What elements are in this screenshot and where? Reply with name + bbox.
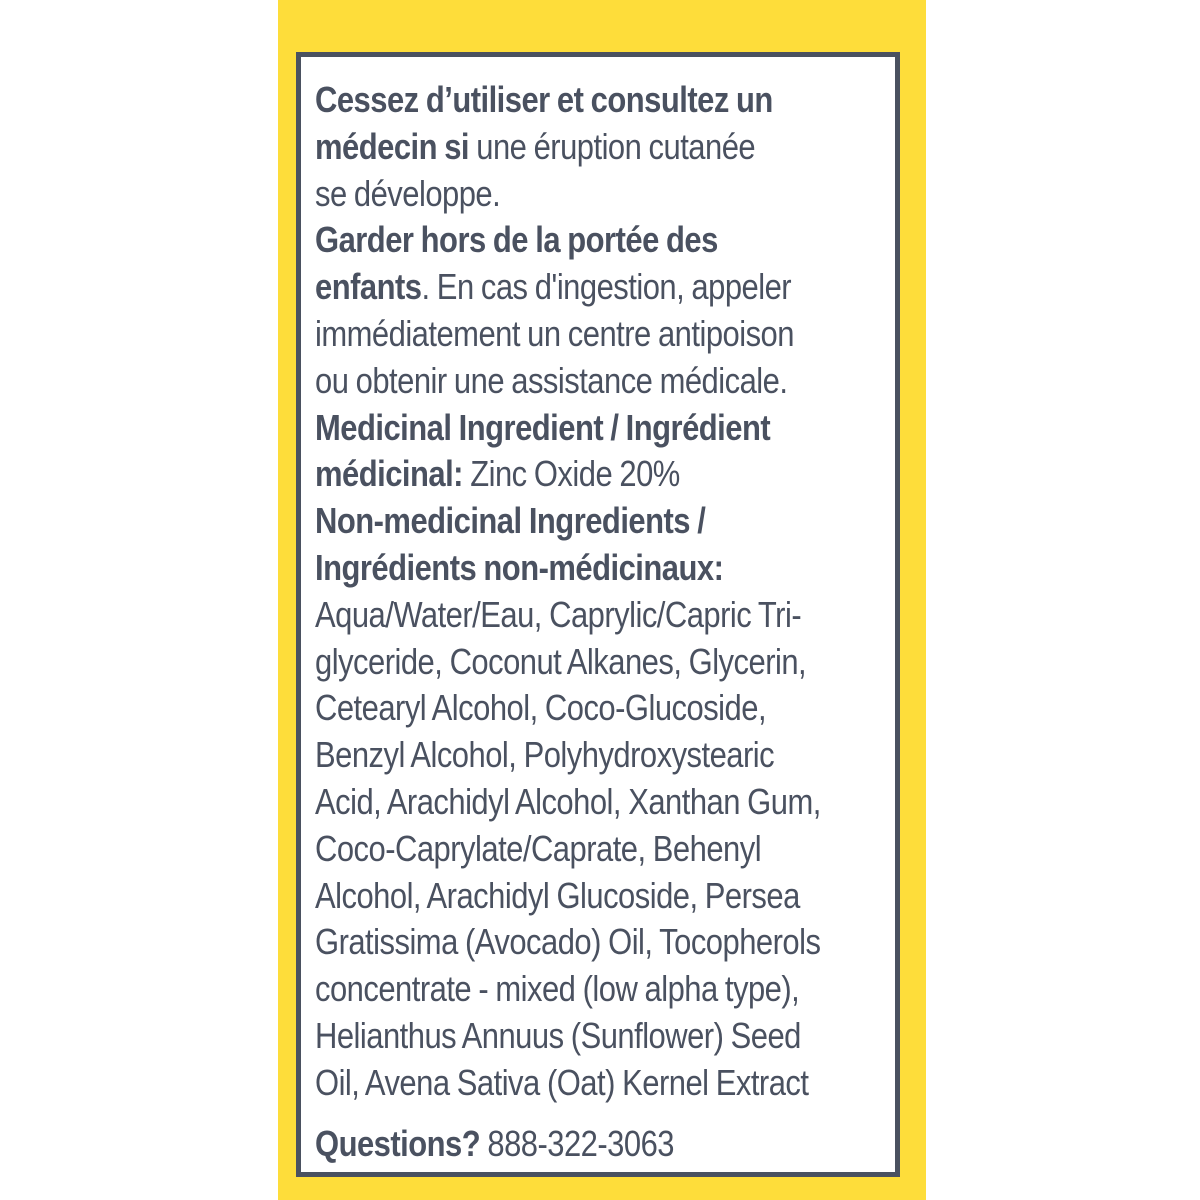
non-medicinal-heading-part-1: Non-medicinal Ingredients / <box>315 500 706 542</box>
questions-line <box>315 1121 822 1168</box>
ingredient-line: Coco-Caprylate/Caprate, Behenyl <box>315 827 762 869</box>
stop-use-text-part-1: une éruption cutanée <box>469 125 756 167</box>
stop-use-line-1 <box>315 77 822 124</box>
ingredient-line: Alcohol, Arachidyl Glucoside, Persea <box>315 874 800 916</box>
medicinal-heading-part-2: médicinal: <box>315 453 463 495</box>
ingredient-line: Benzyl Alcohol, Polyhydroxystearic <box>315 734 775 776</box>
ingredient-line: Aqua/Water/Eau, Caprylic/Capric Tri- <box>315 593 802 635</box>
ingredient-line: glyceride, Coconut Alkanes, Glycerin, <box>315 640 807 682</box>
medicinal-ingredient-value: Zinc Oxide 20% <box>462 453 680 495</box>
ingredient-line: Cetearyl Alcohol, Coco-Glucoside, <box>315 687 767 729</box>
medicinal-heading-part-1: Medicinal Ingredient / Ingrédient <box>315 406 771 448</box>
medicinal-line-2 <box>315 451 822 498</box>
ingredient-line: Gratissima (Avocado) Oil, Tocopherols <box>315 921 821 963</box>
keep-away-text-part-1: . En cas d'ingestion, appeler <box>421 266 792 308</box>
keep-away-line-3: immédiatement un centre antipoison <box>315 312 794 354</box>
ingredient-line: Acid, Arachidyl Alcohol, Xanthan Gum, <box>315 780 821 822</box>
keep-away-line-1 <box>315 217 822 264</box>
ingredient-line: Oil, Avena Sativa (Oat) Kernel Extract <box>315 1061 809 1103</box>
non-medicinal-heading-line-2 <box>315 545 822 592</box>
label-text-panel <box>296 52 900 1177</box>
label-body <box>315 77 822 1107</box>
keep-away-heading-part-2: enfants <box>315 266 422 308</box>
non-medicinal-heading-line-1 <box>315 498 822 545</box>
keep-away-line-2 <box>315 264 822 311</box>
non-medicinal-heading-part-2: Ingrédients non-médicinaux: <box>315 546 724 588</box>
keep-away-line-4: ou obtenir une assistance médicale. <box>315 359 788 401</box>
stop-use-line-3: se développe. <box>315 172 501 214</box>
ingredient-line: concentrate - mixed (low alpha type), <box>315 968 800 1010</box>
keep-away-heading-part-1: Garder hors de la portée des <box>315 219 718 261</box>
questions-label: Questions? <box>315 1123 481 1164</box>
questions-phone-number: 888-322-3063 <box>480 1123 674 1164</box>
stop-use-line-2 <box>315 124 822 171</box>
medicinal-line-1 <box>315 405 822 452</box>
stop-use-heading-part-2: médecin si <box>315 125 470 167</box>
stop-use-heading-part-1: Cessez d’utiliser et consultez un <box>315 79 773 120</box>
ingredient-line: Helianthus Annuus (Sunflower) Seed <box>315 1014 801 1056</box>
